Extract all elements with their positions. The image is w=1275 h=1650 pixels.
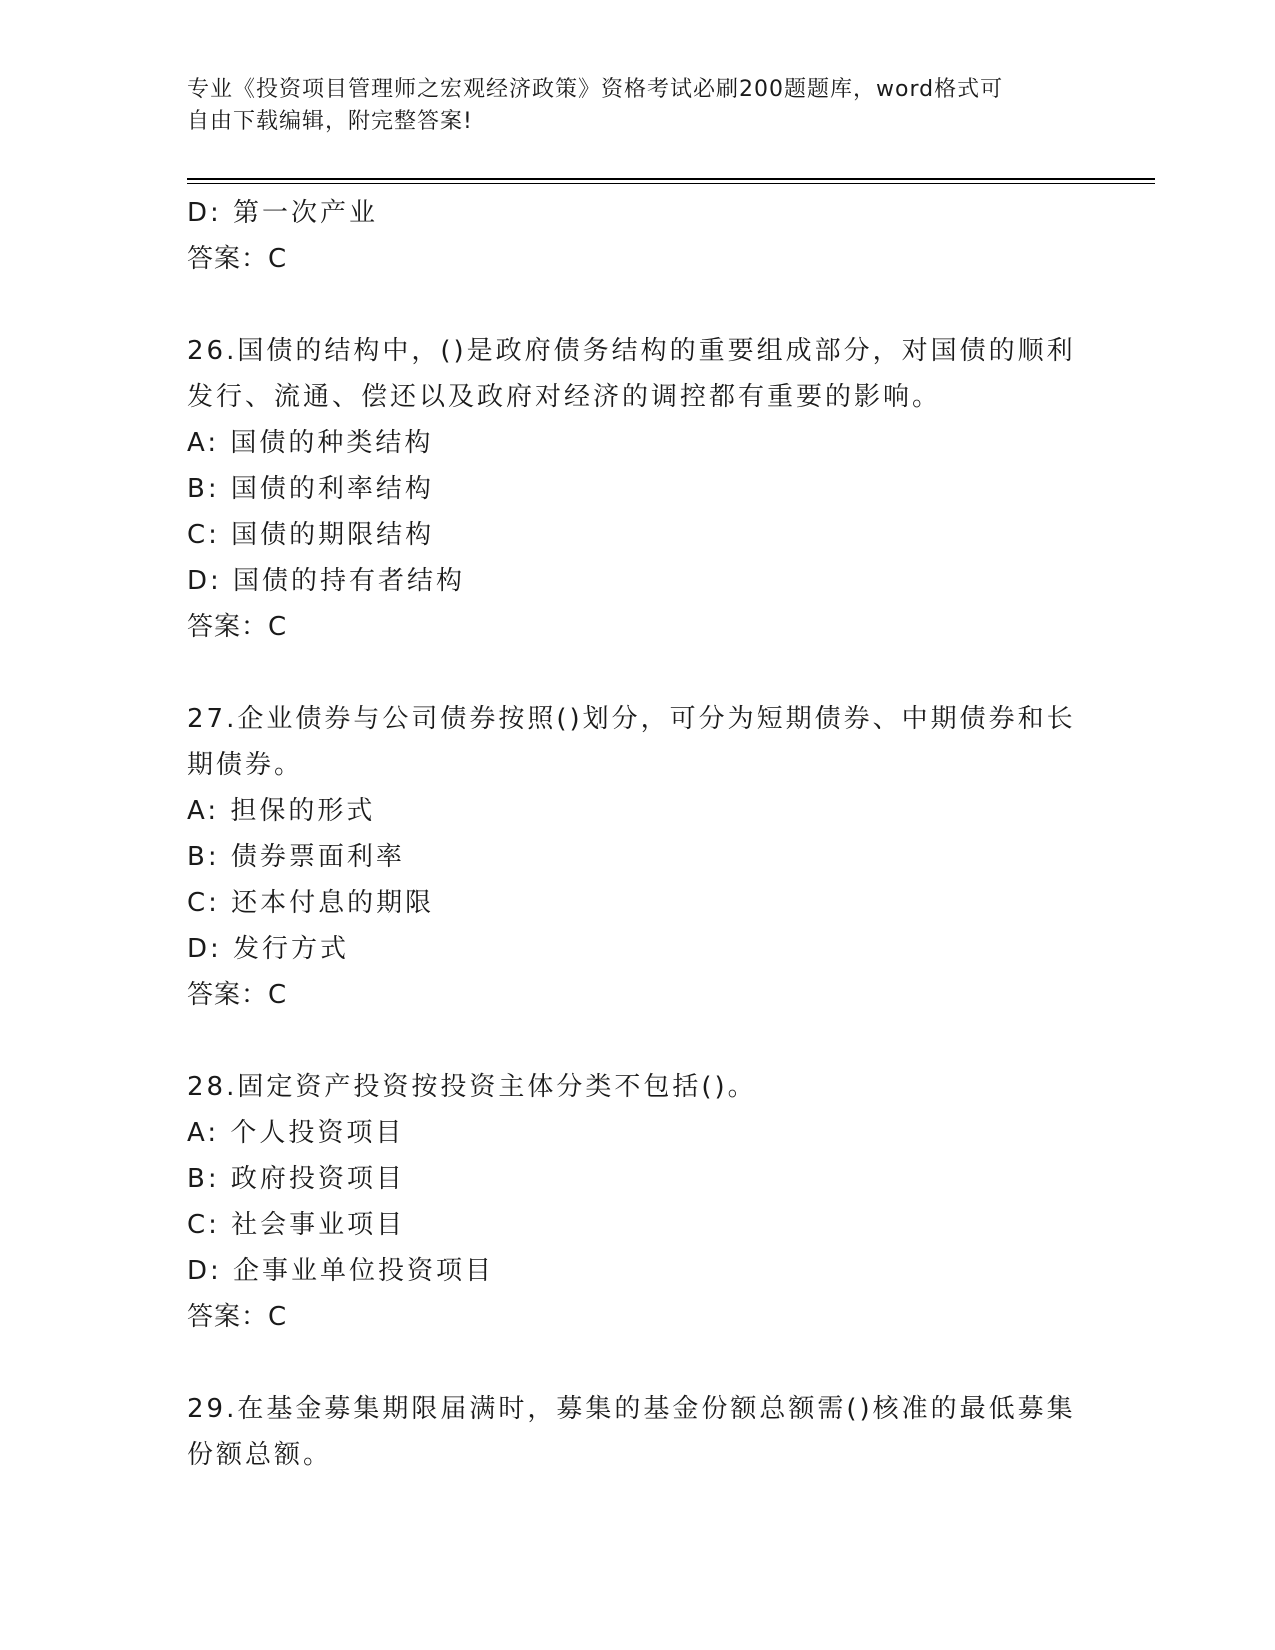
option-b: B: 政府投资项目	[187, 1164, 405, 1194]
header-divider-thick	[187, 178, 1155, 180]
header-line-2: 自由下载编辑，附完整答案!	[187, 109, 473, 134]
question-text-line: 29.在基金募集期限届满时，募集的基金份额总额需()核准的最低募集	[187, 1394, 1076, 1424]
spacer	[187, 282, 1087, 328]
header-line-1: 专业《投资项目管理师之宏观经济政策》资格考试必刷200题题库，word格式可	[187, 77, 1004, 102]
option-a: A: 个人投资项目	[187, 1118, 405, 1148]
answer: 答案：C	[187, 1302, 288, 1332]
header-divider-thin	[187, 183, 1155, 184]
option-b: B: 债券票面利率	[187, 842, 405, 872]
question-29	[187, 1386, 1087, 1478]
answer: 答案：C	[187, 612, 288, 642]
document-body	[187, 190, 1087, 1478]
option-c: C: 国债的期限结构	[187, 520, 435, 550]
option-d: D: 企事业单位投资项目	[187, 1256, 495, 1286]
option-d: D: 发行方式	[187, 934, 350, 964]
option-a: A: 担保的形式	[187, 796, 376, 826]
spacer	[187, 1340, 1087, 1386]
question-26	[187, 328, 1087, 650]
question-text-line: 26.国债的结构中，()是政府债务结构的重要组成部分，对国债的顺利	[187, 336, 1076, 366]
option-d: D: 国债的持有者结构	[187, 566, 466, 596]
question-text-line: 发行、流通、偿还以及政府对经济的调控都有重要的影响。	[187, 382, 942, 412]
document-header	[187, 74, 1087, 138]
question-text-line: 份额总额。	[187, 1440, 333, 1470]
question-28	[187, 1064, 1087, 1340]
question-27	[187, 696, 1087, 1018]
option-c: C: 还本付息的期限	[187, 888, 435, 918]
answer-prev: 答案：C	[187, 244, 288, 274]
question-text-line: 28.固定资产投资按投资主体分类不包括()。	[187, 1072, 757, 1102]
option-a: A: 国债的种类结构	[187, 428, 434, 458]
option-c: C: 社会事业项目	[187, 1210, 406, 1240]
spacer	[187, 650, 1087, 696]
option-d-prev: D: 第一次产业	[187, 198, 379, 228]
option-b: B: 国债的利率结构	[187, 474, 434, 504]
question-text-line: 期债券。	[187, 750, 304, 780]
answer: 答案：C	[187, 980, 288, 1010]
question-text-line: 27.企业债券与公司债券按照()划分，可分为短期债券、中期债券和长	[187, 704, 1076, 734]
spacer	[187, 1018, 1087, 1064]
